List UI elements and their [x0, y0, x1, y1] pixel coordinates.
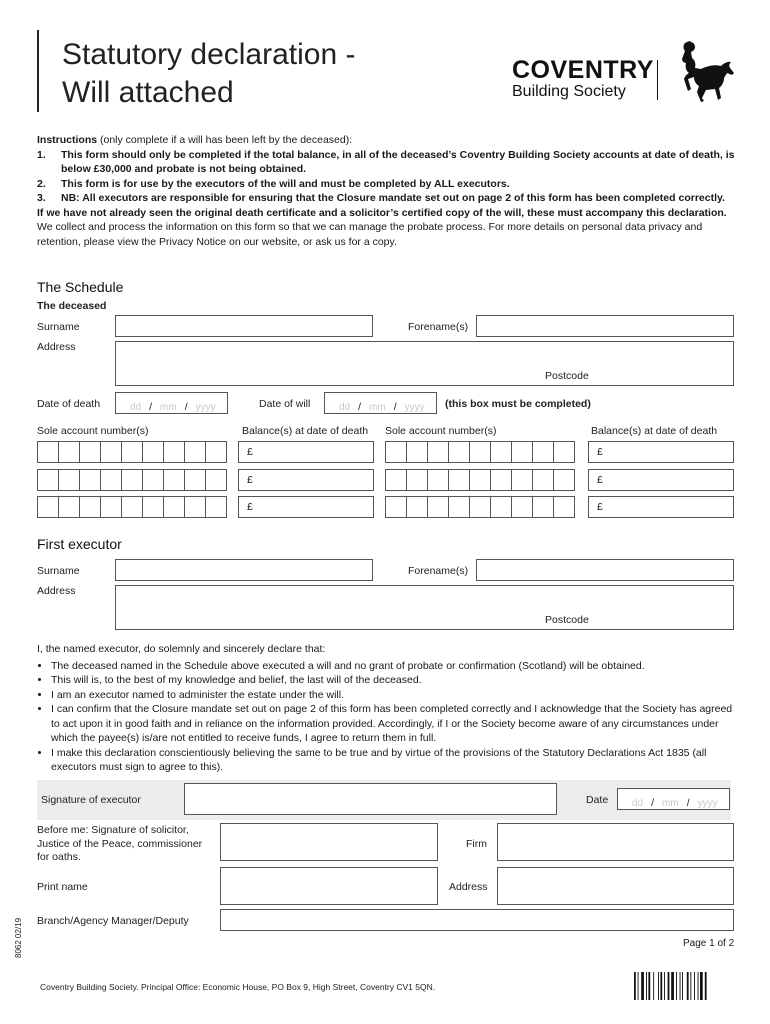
must-complete-note: (this box must be completed) — [445, 398, 591, 410]
account-digit-box[interactable] — [184, 496, 206, 518]
logo-divider — [657, 60, 658, 100]
account-digit-box[interactable] — [37, 469, 59, 491]
logo-subtitle: Building Society — [512, 83, 626, 100]
account-digit-box[interactable] — [427, 469, 449, 491]
balance-label-left: Balance(s) at date of death — [242, 425, 369, 437]
account-digit-box[interactable] — [406, 469, 428, 491]
account-digit-box[interactable] — [448, 441, 470, 463]
deceased-surname-label: Surname — [37, 321, 80, 333]
logo-wordmark: COVENTRY — [512, 56, 654, 84]
instruction-text: This form is for use by the executors of the will and must be completed by ALL executors. — [61, 177, 510, 190]
dd-placeholder: dd — [339, 402, 351, 413]
account-digit-box[interactable] — [37, 441, 59, 463]
account-number-grid — [385, 469, 574, 491]
account-digit-box[interactable] — [469, 469, 491, 491]
account-digit-box[interactable] — [205, 469, 227, 491]
dd-placeholder: dd — [632, 798, 644, 809]
balance-input[interactable] — [238, 469, 374, 491]
privacy-note: We collect and process the information on this form so that we can manage the probate process. For more details on personal data privacy and retention, please view the Privacy Notice on our website, or ask us for a copy. — [37, 221, 703, 248]
barcode-bar — [664, 972, 665, 1000]
date-slash: / — [393, 401, 397, 413]
mm-placeholder: mm — [662, 798, 679, 809]
certificate-note: If we have not already seen the original death certificate and a solicitor’s certified copy of the will, these must accompany this declaration. — [37, 206, 727, 219]
instruction-item — [37, 191, 737, 206]
schedule-heading: The Schedule — [37, 279, 124, 295]
executor-address-input[interactable] — [115, 585, 734, 630]
deceased-subheading: The deceased — [37, 300, 107, 312]
account-digit-box[interactable] — [385, 469, 407, 491]
barcode-bar — [705, 972, 707, 1000]
signature-date-label: Date — [586, 794, 609, 806]
account-digit-box[interactable] — [58, 441, 80, 463]
mm-placeholder: mm — [369, 402, 386, 413]
account-number-grid — [385, 441, 574, 463]
account-digit-box[interactable] — [511, 441, 533, 463]
instructions-note: (only complete if a will has been left by the deceased): — [97, 134, 353, 146]
barcode-bar — [682, 972, 683, 1000]
balance-input[interactable] — [238, 441, 374, 463]
account-digit-box[interactable] — [163, 441, 185, 463]
mm-placeholder: mm — [160, 402, 177, 413]
before-me-label: Before me: Signature of solicitor, Justice of the Peace, commissioner for oaths. — [37, 824, 203, 863]
account-digit-box[interactable] — [37, 496, 59, 518]
account-digit-box[interactable] — [406, 496, 428, 518]
date-slash: / — [184, 401, 188, 413]
barcode-bar — [638, 972, 639, 1000]
barcode-bar — [658, 972, 659, 1000]
executor-signature-label: Signature of executor — [41, 794, 141, 806]
horse-rider-logo-icon — [664, 40, 736, 102]
account-digit-box[interactable] — [100, 496, 122, 518]
firm-input[interactable] — [497, 823, 734, 861]
account-digit-box[interactable] — [385, 441, 407, 463]
account-digit-box[interactable] — [532, 441, 554, 463]
page-title — [62, 36, 355, 112]
declaration — [37, 642, 737, 775]
balance-input[interactable] — [588, 496, 734, 518]
title-bar — [37, 30, 39, 112]
account-digit-box[interactable] — [490, 496, 512, 518]
account-digit-box[interactable] — [511, 496, 533, 518]
currency-symbol: £ — [247, 501, 253, 513]
declaration-item: • This will is, to the best of my knowledge and belief, the last will of the deceased. — [51, 673, 737, 688]
balance-input[interactable] — [238, 496, 374, 518]
executor-signature-input[interactable] — [184, 783, 557, 815]
account-number-label-left: Sole account number(s) — [37, 425, 149, 437]
branch-manager-label: Branch/Agency Manager/Deputy — [37, 915, 189, 927]
account-number-grid — [385, 496, 574, 518]
account-digit-box[interactable] — [553, 469, 575, 491]
instructions-heading: Instructions — [37, 134, 98, 146]
deceased-surname-input[interactable] — [115, 315, 373, 337]
executor-address-label: Address — [37, 585, 76, 597]
balance-input[interactable] — [588, 469, 734, 491]
currency-symbol: £ — [597, 446, 603, 458]
instruction-number: 2. — [37, 177, 46, 190]
account-number-label-right: Sole account number(s) — [385, 425, 497, 437]
executor-surname-input[interactable] — [115, 559, 373, 581]
account-digit-box[interactable] — [553, 441, 575, 463]
barcode-bar — [698, 972, 699, 1000]
account-digit-box[interactable] — [142, 469, 164, 491]
barcode-bar — [676, 972, 677, 1000]
account-digit-box[interactable] — [205, 441, 227, 463]
footer-address: Coventry Building Society. Principal Office: Economic House, PO Box 9, High Street, Coventry CV1 5QN. — [40, 982, 436, 992]
instruction-number: 3. — [37, 192, 46, 204]
barcode-bar — [660, 972, 662, 1000]
account-digit-box[interactable] — [205, 496, 227, 518]
account-number-grid — [37, 469, 226, 491]
currency-symbol: £ — [247, 474, 253, 486]
account-digit-box[interactable] — [142, 441, 164, 463]
currency-symbol: £ — [597, 474, 603, 486]
executor-postcode-label: Postcode — [545, 614, 589, 626]
currency-symbol: £ — [247, 446, 253, 458]
account-digit-box[interactable] — [427, 496, 449, 518]
balance-input[interactable] — [588, 441, 734, 463]
date-slash: / — [149, 401, 153, 413]
yyyy-placeholder: yyyy — [697, 798, 718, 809]
account-digit-box[interactable] — [79, 496, 101, 518]
branch-manager-input[interactable] — [220, 909, 734, 931]
declaration-intro: I, the named executor, do solemnly and sincerely declare that: — [37, 643, 326, 655]
account-digit-box[interactable] — [142, 496, 164, 518]
account-digit-box[interactable] — [100, 441, 122, 463]
print-name-label: Print name — [37, 881, 88, 893]
deceased-address-input[interactable] — [115, 341, 734, 386]
account-number-grid — [37, 441, 226, 463]
barcode-bar — [646, 972, 647, 1000]
account-digit-box[interactable] — [532, 496, 554, 518]
executor-forename-input[interactable] — [476, 559, 734, 581]
account-digit-box[interactable] — [511, 469, 533, 491]
barcode-bar — [634, 972, 636, 1000]
date-of-death-input[interactable] — [115, 392, 228, 414]
account-digit-box[interactable] — [121, 496, 143, 518]
executor-forename-label: Forename(s) — [408, 565, 469, 577]
account-digit-box[interactable] — [469, 496, 491, 518]
deceased-postcode-label: Postcode — [545, 370, 589, 382]
barcode-bar — [671, 972, 674, 1000]
instruction-number: 1. — [37, 148, 46, 161]
account-number-grid — [37, 496, 226, 518]
declaration-list — [37, 659, 737, 775]
barcode-bar — [700, 972, 703, 1000]
account-digit-box[interactable] — [79, 469, 101, 491]
deceased-address-label: Address — [37, 341, 76, 353]
account-digit-box[interactable] — [58, 469, 80, 491]
instruction-item — [37, 177, 737, 192]
account-digit-box[interactable] — [184, 441, 206, 463]
signature-date-input[interactable] — [617, 788, 730, 810]
deceased-forename-input[interactable] — [476, 315, 734, 337]
declaration-item: • I am an executor named to administer the estate under the will. — [51, 688, 737, 703]
date-slash: / — [651, 797, 655, 809]
executor-surname-label: Surname — [37, 565, 80, 577]
barcode-bar — [641, 972, 644, 1000]
account-digit-box[interactable] — [100, 469, 122, 491]
instruction-text: This form should only be completed if the total balance, in all of the deceased’s Coventry Building Society accounts at date of death, is below £30,000 and probate is not being obtained. — [61, 148, 735, 175]
account-digit-box[interactable] — [163, 469, 185, 491]
account-digit-box[interactable] — [469, 441, 491, 463]
account-digit-box[interactable] — [163, 496, 185, 518]
currency-symbol: £ — [597, 501, 603, 513]
deceased-forename-label: Forename(s) — [408, 321, 469, 333]
account-digit-box[interactable] — [490, 441, 512, 463]
firm-label: Firm — [466, 838, 487, 850]
account-digit-box[interactable] — [79, 441, 101, 463]
account-digit-box[interactable] — [427, 441, 449, 463]
account-digit-box[interactable] — [58, 496, 80, 518]
solicitor-signature-input[interactable] — [220, 823, 438, 861]
barcode-bar — [680, 972, 681, 1000]
account-digit-box[interactable] — [406, 441, 428, 463]
barcode-bar — [653, 972, 654, 1000]
balance-label-right: Balance(s) at date of death — [591, 425, 718, 437]
account-digit-box[interactable] — [532, 469, 554, 491]
account-digit-box[interactable] — [448, 469, 470, 491]
date-of-death-label: Date of death — [37, 398, 101, 410]
date-of-will-label: Date of will — [259, 398, 311, 410]
instructions — [37, 133, 737, 249]
title-line-2: Will attached — [62, 76, 234, 109]
account-digit-box[interactable] — [490, 469, 512, 491]
first-executor-heading: First executor — [37, 536, 122, 552]
account-digit-box[interactable] — [184, 469, 206, 491]
account-digit-box[interactable] — [448, 496, 470, 518]
barcode-bar — [687, 972, 689, 1000]
print-name-input[interactable] — [220, 867, 438, 905]
account-digit-box[interactable] — [121, 469, 143, 491]
title-line-1: Statutory declaration - — [62, 38, 356, 71]
barcode-bar — [648, 972, 650, 1000]
account-digit-box[interactable] — [553, 496, 575, 518]
declaration-item: • I can confirm that the Closure mandate set out on page 2 of this form has been completed correctly and I acknowledge that the Society has agreed to act upon it in good faith and in reliance on the information provided. Accordingly, if I or the Society become aware of any circumstances under which the payee(s) is/are not entitled to receive funds, I agree to return them in full. — [51, 702, 737, 746]
page-number: Page 1 of 2 — [683, 938, 735, 949]
dd-placeholder: dd — [130, 402, 142, 413]
account-digit-box[interactable] — [121, 441, 143, 463]
barcode-bar — [694, 972, 695, 1000]
date-of-will-input[interactable] — [324, 392, 437, 414]
witness-address-label: Address — [449, 881, 488, 893]
barcode-bar — [690, 972, 691, 1000]
barcode-bar — [668, 972, 670, 1000]
date-slash: / — [358, 401, 362, 413]
account-digit-box[interactable] — [385, 496, 407, 518]
yyyy-placeholder: yyyy — [195, 402, 216, 413]
instruction-item — [37, 148, 737, 177]
instruction-text: NB: All executors are responsible for ensuring that the Closure mandate set out on page 2 of this form has been completed correctly. — [61, 192, 725, 204]
declaration-item: • The deceased named in the Schedule above executed a will and no grant of probate or confirmation (Scotland) will be obtained. — [51, 659, 737, 674]
witness-address-input[interactable] — [497, 867, 734, 905]
declaration-item: • I make this declaration conscientiously believing the same to be true and by virtue of the provisions of the Statutory Declarations Act 1835 (all executors must sign to agree to this). — [51, 746, 737, 775]
yyyy-placeholder: yyyy — [404, 402, 425, 413]
form-code: 8062 02/19 — [14, 917, 23, 958]
date-slash: / — [686, 797, 690, 809]
barcode-icon — [634, 972, 734, 1000]
